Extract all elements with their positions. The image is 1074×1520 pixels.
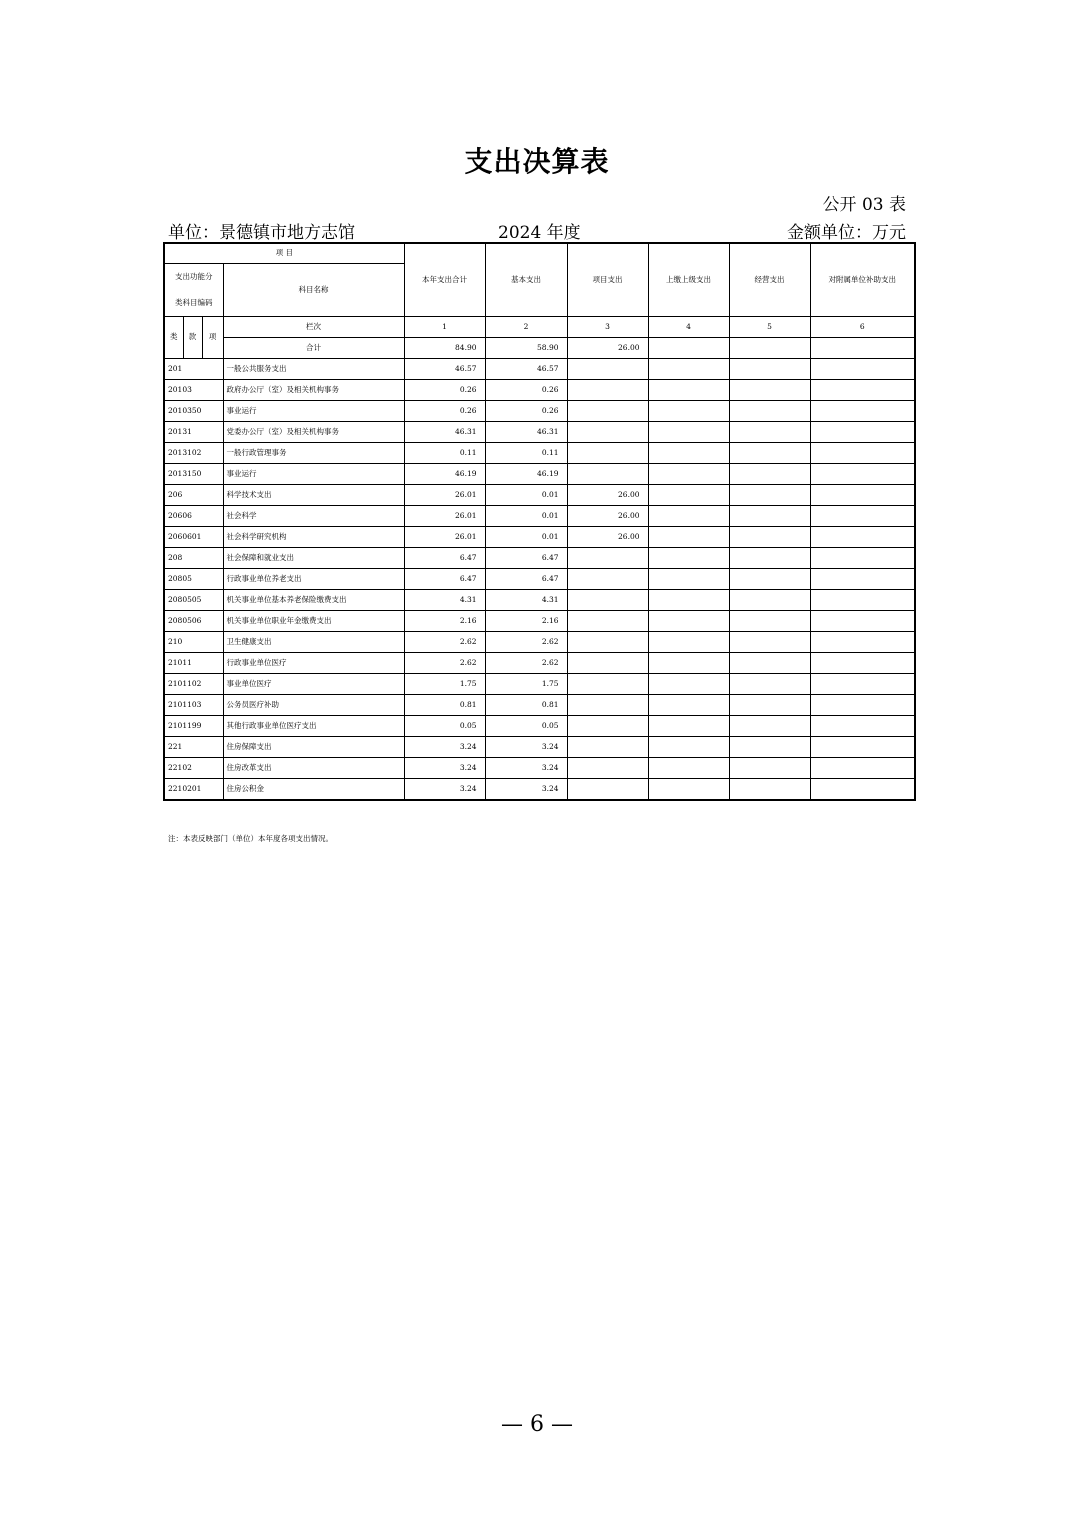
amount-unit: 金额单位：万元: [787, 223, 906, 243]
column-number: 3: [567, 316, 648, 337]
table-body: [164, 243, 915, 800]
row-code: 20131: [164, 421, 223, 442]
row-value: [567, 421, 648, 442]
row-code: 206: [164, 484, 223, 505]
row-value: 0.01: [485, 526, 567, 547]
row-name: 社会科学: [223, 505, 404, 526]
row-value: [648, 484, 729, 505]
row-value: [810, 400, 915, 421]
row-code: 2013150: [164, 463, 223, 484]
row-value: [567, 694, 648, 715]
row-value: 3.24: [485, 778, 567, 800]
row-value: [729, 442, 810, 463]
row-value: 46.31: [485, 421, 567, 442]
column-header: 本年支出合计: [404, 243, 485, 316]
row-code: 2080506: [164, 610, 223, 631]
table-row: [164, 589, 915, 610]
row-value: 2.16: [404, 610, 485, 631]
row-value: [567, 757, 648, 778]
row-value: 2.62: [485, 652, 567, 673]
row-value: 6.47: [485, 568, 567, 589]
header-item: 项 目: [164, 243, 404, 263]
table-row: [164, 736, 915, 757]
row-name: 住房改革支出: [223, 757, 404, 778]
row-value: [810, 778, 915, 800]
row-value: 3.24: [404, 736, 485, 757]
row-value: [810, 421, 915, 442]
row-value: [810, 568, 915, 589]
row-value: [810, 547, 915, 568]
row-value: [567, 778, 648, 800]
column-header: 对附属单位补助支出: [810, 243, 915, 316]
row-code: 2210201: [164, 778, 223, 800]
column-header: 经营支出: [729, 243, 810, 316]
row-value: [729, 589, 810, 610]
row-value: [648, 421, 729, 442]
row-value: [648, 568, 729, 589]
expenditure-table: [163, 242, 916, 801]
row-value: [648, 652, 729, 673]
row-value: [648, 715, 729, 736]
row-value: [729, 631, 810, 652]
table-row: [164, 568, 915, 589]
row-value: 0.26: [485, 379, 567, 400]
row-code: 201: [164, 358, 223, 379]
table-row: [164, 526, 915, 547]
table-row: [164, 400, 915, 421]
table-row: [164, 463, 915, 484]
row-value: [729, 715, 810, 736]
row-name: 住房保障支出: [223, 736, 404, 757]
row-value: [729, 673, 810, 694]
row-code: 2101102: [164, 673, 223, 694]
row-value: 3.24: [485, 757, 567, 778]
row-value: [729, 400, 810, 421]
row-value: 26.01: [404, 526, 485, 547]
row-name: 其他行政事业单位医疗支出: [223, 715, 404, 736]
column-header: 基本支出: [485, 243, 567, 316]
row-name: 事业单位医疗: [223, 673, 404, 694]
unit-label: 单位：景德镇市地方志馆: [168, 223, 355, 243]
row-value: [729, 421, 810, 442]
total-value: 84.90: [404, 337, 485, 358]
row-value: [729, 568, 810, 589]
row-value: [567, 442, 648, 463]
form-number: 公开 03 表: [822, 195, 906, 215]
row-value: [729, 652, 810, 673]
table-row: [164, 484, 915, 505]
page-number: — 6 —: [501, 1412, 573, 1437]
row-code: 2013102: [164, 442, 223, 463]
header-lanci: 栏次: [223, 316, 404, 337]
fiscal-year: 2024 年度: [498, 223, 581, 243]
row-value: [648, 505, 729, 526]
row-value: [567, 379, 648, 400]
row-name: 机关事业单位职业年金缴费支出: [223, 610, 404, 631]
row-code: 21011: [164, 652, 223, 673]
row-value: [567, 589, 648, 610]
row-code: 2060601: [164, 526, 223, 547]
row-value: 3.24: [485, 736, 567, 757]
row-code: 20103: [164, 379, 223, 400]
row-value: [648, 400, 729, 421]
row-value: [648, 610, 729, 631]
row-value: [729, 778, 810, 800]
row-value: [810, 379, 915, 400]
row-value: 1.75: [485, 673, 567, 694]
row-value: [729, 379, 810, 400]
table-note: 注：本表反映部门（单位）本年度各项支出情况。: [168, 834, 333, 843]
row-value: 6.47: [404, 568, 485, 589]
row-value: [810, 736, 915, 757]
table-row: [164, 715, 915, 736]
row-name: 党委办公厅（室）及相关机构事务: [223, 421, 404, 442]
row-value: 26.01: [404, 484, 485, 505]
row-value: [648, 442, 729, 463]
row-value: 3.24: [404, 778, 485, 800]
row-value: [648, 631, 729, 652]
table-row: [164, 421, 915, 442]
row-value: 26.00: [567, 526, 648, 547]
row-value: 2.16: [485, 610, 567, 631]
row-value: [648, 757, 729, 778]
table-row: [164, 610, 915, 631]
total-value: [648, 337, 729, 358]
header-name: 科目名称: [223, 263, 404, 316]
row-value: 4.31: [404, 589, 485, 610]
row-name: 卫生健康支出: [223, 631, 404, 652]
row-value: 0.01: [485, 484, 567, 505]
row-value: 0.01: [485, 505, 567, 526]
row-value: [810, 652, 915, 673]
row-code: 221: [164, 736, 223, 757]
row-name: 事业运行: [223, 400, 404, 421]
row-value: [810, 673, 915, 694]
row-value: 26.00: [567, 505, 648, 526]
row-value: [810, 757, 915, 778]
row-value: [567, 715, 648, 736]
row-value: 1.75: [404, 673, 485, 694]
row-value: [810, 589, 915, 610]
row-value: 26.01: [404, 505, 485, 526]
row-name: 一般行政管理事务: [223, 442, 404, 463]
row-value: [729, 694, 810, 715]
row-value: 4.31: [485, 589, 567, 610]
row-value: 0.11: [485, 442, 567, 463]
row-value: 0.26: [485, 400, 567, 421]
column-header: 项目支出: [567, 243, 648, 316]
row-value: 2.62: [404, 652, 485, 673]
row-value: [729, 526, 810, 547]
row-name: 机关事业单位基本养老保险缴费支出: [223, 589, 404, 610]
row-value: [567, 736, 648, 757]
row-value: [648, 589, 729, 610]
column-number: 4: [648, 316, 729, 337]
row-value: [648, 694, 729, 715]
row-value: [810, 505, 915, 526]
row-value: [567, 547, 648, 568]
column-number: 1: [404, 316, 485, 337]
table-row: [164, 673, 915, 694]
row-value: [648, 547, 729, 568]
row-code: 2101199: [164, 715, 223, 736]
row-value: 26.00: [567, 484, 648, 505]
table-row: [164, 505, 915, 526]
row-code: 20606: [164, 505, 223, 526]
table-row: [164, 694, 915, 715]
row-name: 社会科学研究机构: [223, 526, 404, 547]
header-code: [164, 263, 223, 316]
row-value: 3.24: [404, 757, 485, 778]
row-value: [810, 631, 915, 652]
row-value: [648, 379, 729, 400]
table-row: [164, 358, 915, 379]
row-name: 科学技术支出: [223, 484, 404, 505]
page-title: 支出决算表: [464, 145, 610, 178]
header-kuan: 款: [183, 316, 202, 358]
column-header: 上缴上级支出: [648, 243, 729, 316]
header-code-line: 支出功能分: [175, 271, 213, 281]
row-value: [567, 631, 648, 652]
row-value: 0.81: [404, 694, 485, 715]
table-row: [164, 379, 915, 400]
total-value: 58.90: [485, 337, 567, 358]
table-row: [164, 442, 915, 463]
row-value: [729, 547, 810, 568]
row-value: [567, 610, 648, 631]
row-code: 2080505: [164, 589, 223, 610]
row-value: [648, 526, 729, 547]
row-name: 政府办公厅（室）及相关机构事务: [223, 379, 404, 400]
row-value: 0.05: [485, 715, 567, 736]
row-value: [810, 442, 915, 463]
row-value: 0.05: [404, 715, 485, 736]
row-value: 2.62: [485, 631, 567, 652]
column-number: 6: [810, 316, 915, 337]
total-label: 合计: [223, 337, 404, 358]
row-value: [567, 400, 648, 421]
row-value: [567, 463, 648, 484]
row-name: 公务员医疗补助: [223, 694, 404, 715]
header-code-line: 类科目编码: [175, 297, 213, 307]
column-number: 2: [485, 316, 567, 337]
row-value: 2.62: [404, 631, 485, 652]
row-value: [729, 463, 810, 484]
row-value: 46.19: [485, 463, 567, 484]
row-code: 210: [164, 631, 223, 652]
row-value: 46.57: [404, 358, 485, 379]
row-value: [648, 358, 729, 379]
row-code: 20805: [164, 568, 223, 589]
row-value: [567, 568, 648, 589]
row-value: 6.47: [404, 547, 485, 568]
row-value: [567, 673, 648, 694]
row-code: 208: [164, 547, 223, 568]
row-value: 46.57: [485, 358, 567, 379]
row-code: 2101103: [164, 694, 223, 715]
row-value: 0.11: [404, 442, 485, 463]
table-row: [164, 778, 915, 800]
row-code: 22102: [164, 757, 223, 778]
row-value: 46.31: [404, 421, 485, 442]
row-value: [810, 358, 915, 379]
row-value: 6.47: [485, 547, 567, 568]
row-name: 社会保障和就业支出: [223, 547, 404, 568]
row-value: [810, 484, 915, 505]
row-value: 0.81: [485, 694, 567, 715]
row-value: [729, 484, 810, 505]
header-xiang: 项: [202, 316, 223, 358]
row-value: [810, 610, 915, 631]
row-value: [648, 673, 729, 694]
row-name: 行政事业单位养老支出: [223, 568, 404, 589]
row-value: [729, 358, 810, 379]
row-value: [729, 610, 810, 631]
row-value: [648, 463, 729, 484]
row-value: [567, 358, 648, 379]
table-row: [164, 631, 915, 652]
table-row: [164, 652, 915, 673]
row-value: [729, 736, 810, 757]
row-name: 一般公共服务支出: [223, 358, 404, 379]
row-value: [567, 652, 648, 673]
table-row: [164, 547, 915, 568]
row-value: 46.19: [404, 463, 485, 484]
total-value: 26.00: [567, 337, 648, 358]
total-value: [810, 337, 915, 358]
row-value: [810, 526, 915, 547]
total-value: [729, 337, 810, 358]
row-value: [648, 778, 729, 800]
row-value: [810, 463, 915, 484]
row-value: [729, 757, 810, 778]
row-value: [729, 505, 810, 526]
row-name: 行政事业单位医疗: [223, 652, 404, 673]
row-code: 2010350: [164, 400, 223, 421]
table-row: [164, 757, 915, 778]
row-value: [810, 715, 915, 736]
row-name: 住房公积金: [223, 778, 404, 800]
row-value: 0.26: [404, 400, 485, 421]
row-value: [810, 694, 915, 715]
row-value: [648, 736, 729, 757]
column-number: 5: [729, 316, 810, 337]
row-value: 0.26: [404, 379, 485, 400]
header-lei: 类: [164, 316, 183, 358]
row-name: 事业运行: [223, 463, 404, 484]
